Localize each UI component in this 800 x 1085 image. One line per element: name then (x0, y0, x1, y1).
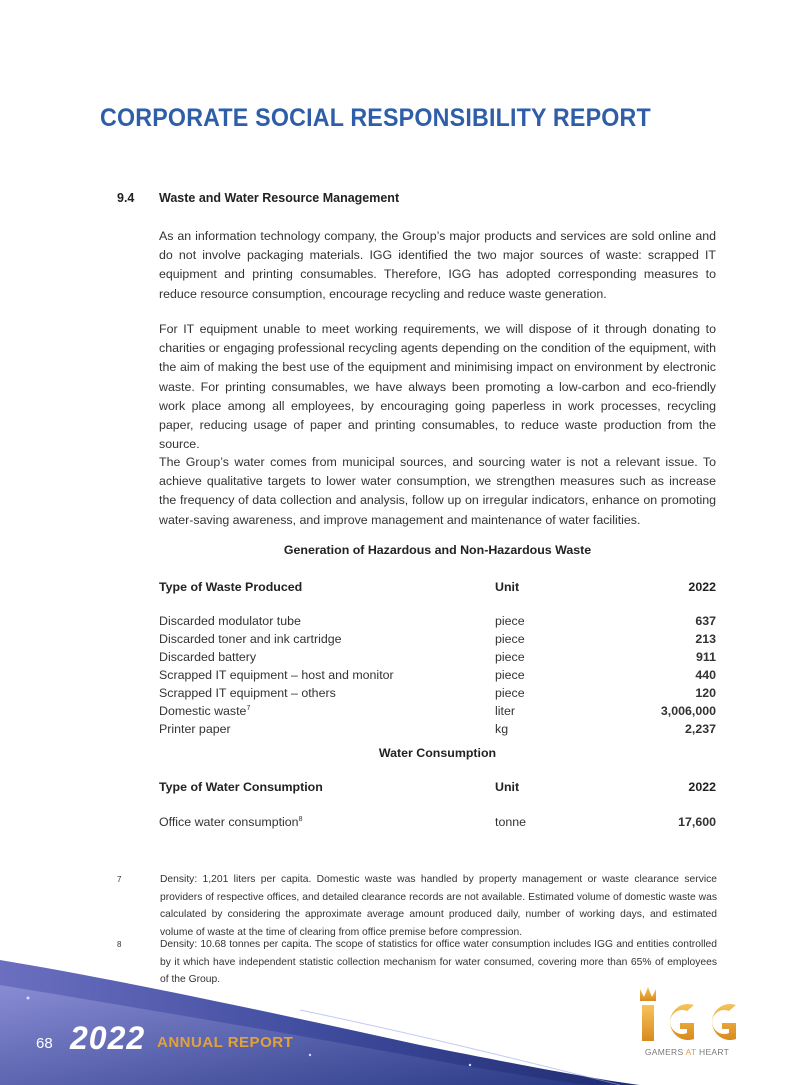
waste-value: 440 (695, 668, 716, 682)
tagline-at: AT (685, 1047, 697, 1057)
water-table-header (159, 780, 716, 798)
waste-type: Discarded modulator tube (159, 614, 301, 628)
waste-value: 637 (695, 614, 716, 628)
footnote-number: 8 (117, 940, 122, 949)
body-paragraph: As an information technology company, the Group’s major products and services are sold online and do not involve packaging materials. IGG identified the two major sources of waste: scrapped IT equipment and printing consumables. Therefore, IGG has adopted corresponding measures to reduce resource consumption, encourage recycling and reduce waste generation. (159, 229, 716, 301)
section-heading-text: Waste and Water Resource Management (159, 191, 400, 205)
waste-unit: piece (495, 668, 525, 682)
section-heading (117, 191, 399, 205)
water-value: 17,600 (678, 815, 716, 829)
table-row (159, 650, 716, 668)
page-number: 68 (36, 1035, 53, 1052)
waste-unit: piece (495, 650, 525, 664)
header-unit: Unit (495, 780, 520, 794)
table-row (159, 722, 716, 740)
waste-table-title: Generation of Hazardous and Non-Hazardous Waste (283, 543, 592, 557)
header-unit: Unit (495, 580, 520, 594)
body-paragraph: For IT equipment unable to meet working requirements, we will dispose of it through donating to charities or engaging professional recycling agents depending on the condition of the equipment, with the aim of making the best use of the equipment and minimising impact on environment by electronic waste. For printing consumables, we have always been promoting a low-carbon and eco-friendly work place among all employees, by encouraging going paperless in work processes, recycling paper, reducing usage of paper and printing consumables, to reduce waste production from the source. (159, 322, 716, 452)
waste-type: Scrapped IT equipment – others (159, 686, 336, 700)
waste-table-header (159, 580, 716, 598)
waste-unit: piece (495, 686, 525, 700)
waste-unit: piece (495, 632, 525, 646)
water-type (159, 815, 302, 829)
section-number: 9.4 (117, 191, 135, 205)
footnote (117, 871, 717, 941)
waste-type: Scrapped IT equipment – host and monitor (159, 668, 394, 682)
table-row (159, 614, 716, 632)
table-row (159, 632, 716, 650)
footer-report-label: ANNUAL REPORT (157, 1034, 294, 1051)
footnote-text: Density: 1,201 liters per capita. Domestic waste was handled by property management or waste clearance service providers of respective offices, and detailed clearance records are not available. Estimated volume of domestic waste was calculated by considering the approximate average amount produced daily, number of working days, and estimated volume of waste at the time of clearing from office premise before compression. (160, 874, 717, 938)
footnote-ref: 8 (298, 815, 303, 823)
header-type: Type of Waste Produced (159, 580, 303, 594)
waste-type-text: Domestic waste (159, 704, 247, 718)
waste-value: 120 (695, 686, 716, 700)
tagline-post: HEART (696, 1047, 730, 1057)
footnote-number: 7 (117, 875, 122, 884)
waste-unit: piece (495, 614, 525, 628)
water-table-title: Water Consumption (378, 746, 497, 760)
table-row (159, 686, 716, 704)
waste-value: 2,237 (684, 722, 716, 736)
header-year: 2022 (688, 780, 716, 794)
footnote-text: Density: 10.68 tonnes per capita. The scope of statistics for office water consumption includes IGG and entities controlled by it which have independent statistic collection mechanism for water consumed, covering more than 65% of employees of the Group. (160, 939, 717, 985)
waste-type (159, 704, 250, 718)
footer-year: 2022 (70, 1020, 146, 1056)
waste-unit: kg (495, 722, 509, 736)
header-year: 2022 (688, 580, 716, 594)
table-row (159, 815, 716, 833)
water-unit: tonne (495, 815, 527, 829)
logo-tagline (632, 1047, 742, 1057)
header-type: Type of Water Consumption (159, 780, 323, 794)
water-type-text: Office water consumption (159, 815, 299, 829)
tagline-pre: GAMERS (644, 1047, 686, 1057)
waste-unit: liter (495, 704, 515, 718)
waste-value: 213 (695, 632, 716, 646)
footnote-ref: 7 (246, 704, 251, 712)
body-paragraph: The Group’s water comes from municipal sources, and sourcing water is not a relevant issue. To achieve qualitative targets to lower water consumption, we strengthen measures such as increase the frequency of data collection and analysis, follow up on irregular indicators, enhance on promoting water-saving awareness, and improve management and maintenance of water facilities. (159, 455, 716, 527)
waste-type: Printer paper (159, 722, 231, 736)
table-row (159, 668, 716, 686)
table-row (159, 704, 716, 722)
page-title: CORPORATE SOCIAL RESPONSIBILITY REPORT (100, 104, 651, 132)
waste-value: 3,006,000 (660, 704, 716, 718)
waste-type: Discarded toner and ink cartridge (159, 632, 342, 646)
waste-type: Discarded battery (159, 650, 257, 664)
waste-value: 911 (696, 650, 716, 664)
